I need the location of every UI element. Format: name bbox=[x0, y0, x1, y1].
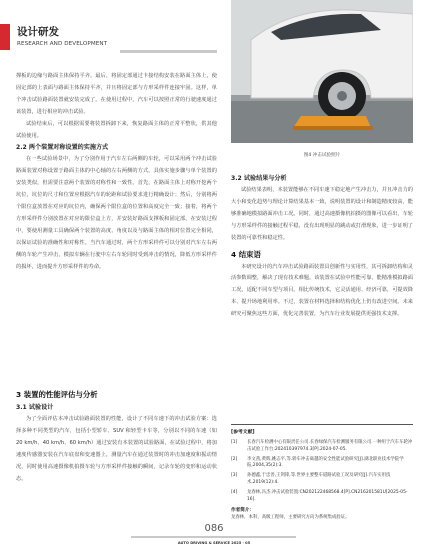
reference-number: [3] bbox=[231, 473, 238, 479]
impact-test-photo bbox=[231, 0, 413, 143]
header-section-cn: 设计研发 bbox=[17, 26, 59, 38]
section-4-title: 4 结束语 bbox=[231, 249, 261, 259]
section-3-2-paragraph: 试验结果表明，本装置能够在不同车速下稳定地产生冲击力，并且冲击力的大小和变化趋势与理论计算结果基本一致，说明装置的设计和制造精度较高，能够准确地模拟路面冲击工况。同时，通过高速摄像机拍摄的图像可以看出，车轮与方形采样件的接触过程平稳，没有出现明显的跳动或打滑现象，进一步证明了装置的可靠性和稳定性。 bbox=[231, 187, 413, 241]
left-column-bottom bbox=[16, 388, 217, 485]
reference-text: 龙春林,冯杰.冲击试验装置:CN202122468568.4[P].CN216201581U[2025-05-16]. bbox=[247, 489, 408, 502]
header-red-mark bbox=[0, 24, 10, 50]
section-3-1-paragraph: 为了全面评估本冲击试验路面装置的性能，设计了不同车速下的冲击试验方案：选择多种不同类型的汽车，包括小型轿车、SUV 和轻型卡车等，分别以不同的车速（如 20 km/h、40 km/h、60 km/h）通过安装有本装置的试验路面，在试验过程中，将加速度传感器安装在汽车底盘和变速器上，测量汽车在通过装置时的冲击加速度和振动情况，同时使用高速摄像机拍摄车轮与方形采样件接触的瞬间，记录车轮的变形和运动状态。 bbox=[16, 416, 217, 482]
reference-item bbox=[231, 490, 413, 504]
header-section-en: RESEARCH AND DEVELOPMENT bbox=[17, 41, 108, 47]
reference-text: 长春汽车检测中心有限责任公司.长春绿保汽车检测服务有限公司.一种用于汽车车轮冲击试验工作台:202410397974.3[P].2024-07-05. bbox=[247, 440, 413, 452]
references-title: [参考文献] bbox=[231, 430, 255, 435]
reference-item bbox=[231, 473, 413, 487]
author-title: 作者简介： bbox=[231, 508, 254, 514]
section-3-1-title: 3.1 试验设计 bbox=[16, 404, 54, 411]
header-grey-bar bbox=[120, 50, 217, 53]
photo-drawing bbox=[231, 0, 413, 143]
section-4-paragraph: 本研究设计的汽车冲击试验路面装置具创新性与实用性，其可拆卸结构和灵活参数调整，解决了现有技术难题。该装置在试验中性能可靠，能精准模拟路面工况，适配不同车型与项目。相比传统技术，它灵活通用、经济可靠，可提效降本、提升场地利用率。不过，装置在材料选择和结构优化上仍有改进空间。未来研究可聚焦这些方面，优化完善装置，为汽车行业发展提供更强技术支撑。 bbox=[231, 263, 413, 318]
reference-item bbox=[231, 440, 413, 454]
section-2-2-paragraph: 在一些试验场景中，为了分别作用于汽车左右两侧的车轮，可以采用两个冲击试验路面装置对称设置于路面主体的中心轴的左右两侧的方式。具体实施步骤与单个装置的安装类似，但需要注意两个装置的对称性和一致性。首先，在路面主体上对称开挖两个坑位，坑位的尺寸和位置应根据汽车的轮距和试验要求进行精确设计；然后，分别将两个限位盒放置在对应的坑位内，确保两个限位盒的位置和高度完全一致；接着，将两个方形采样件分别放置在对应的限位盒上方，并安装好路面支撑板和固定部。在安装过程中，要使用测量工具确保两个装置的高度、角度以及与路面主体的相对位置完全相同，以保证试验的准确性和对称性。当汽车通过时，两个方形采样件可以分别对汽车左右两侧的车轮产生冲击，模拟车辆在行驶中左右车轮同时受到冲击的情况，降低方形采样件的损坏，进而提升方形采样件的寿命。 bbox=[16, 156, 217, 270]
reference-number: [2] bbox=[231, 456, 238, 462]
section-3-title: 3 装置的性能评估与分析 bbox=[16, 390, 98, 399]
reference-item bbox=[231, 457, 413, 471]
references-block bbox=[231, 424, 413, 521]
figure-caption: 图4 冲击试验照片 bbox=[303, 153, 341, 158]
section-2-2-title: 2.2 两个装置对称设置的实施方式 bbox=[16, 144, 109, 152]
intro-paragraph-2: 试验结束后，可以根据需要将装置拆卸下来，恢复路面主体的正常平整状，供其他试验使用。 bbox=[16, 120, 217, 139]
page-number: 086 bbox=[204, 523, 224, 534]
footer-journal: AUTO DRIVING & SERVICE 2025 · 05 bbox=[177, 541, 251, 545]
author-text: 龙春林，本科，高级工程师，主要研究方向为系统集成验证。 bbox=[231, 515, 350, 521]
right-column bbox=[231, 173, 413, 321]
references-top-rule bbox=[231, 424, 413, 425]
reference-number: [1] bbox=[231, 440, 238, 445]
reference-text: 李文茜,黄辉,姚志平,等.轿车冲击离越的安全性能试验研究[J].湖北职业技术学院学报,2004,35(2):3. bbox=[247, 456, 404, 469]
footer-grey-bar bbox=[131, 536, 296, 538]
intro-paragraph-1: 撑板的边缘与路面主体保持平齐。最后，将固定部通过卡接结构安装在路面主体上，使固定部的上表面与路面主体保持平齐，并且将固定部与方形采样件连接牢固。这样，单个冲击试验路面装置就安装完成了。在使用过程中，汽车可以按照正常的行驶速度通过该装置，进行相应的冲击试验。 bbox=[16, 73, 217, 115]
reference-number: [4] bbox=[231, 489, 238, 495]
reference-text: 孙德鑫,于忠善,王剑锋,等.世界主要整车道路试验工况及研究[J].汽车实用技术,2019(12):4. bbox=[247, 473, 391, 485]
left-column bbox=[16, 71, 217, 274]
section-3-2-title: 3.2 试验结果与分析 bbox=[231, 175, 287, 182]
